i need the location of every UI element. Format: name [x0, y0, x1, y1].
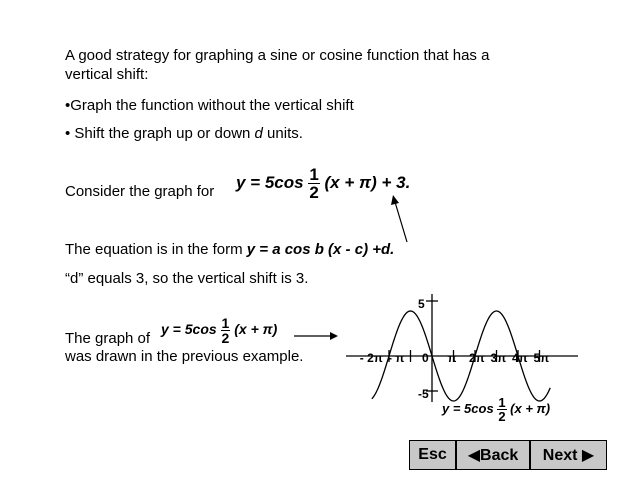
form-formula: y = a cos b (x - c) +d.: [246, 241, 395, 258]
graph-x-tick-label: 5π: [533, 351, 550, 365]
graph-x-tick-label: - π: [387, 351, 405, 365]
consider-eq-lhs: y = 5cos: [236, 172, 304, 192]
form-prefix: The equation is in the form: [65, 241, 247, 258]
bullet-shift-text: • Shift the graph up or down: [65, 125, 255, 142]
caption-fraction: $\frac{1}{2}$: [498, 395, 506, 424]
bullet-shift-variable: d: [254, 125, 263, 142]
graph-x-tick-label: π: [447, 351, 457, 365]
graph-x-tick-label: 2π: [469, 351, 485, 365]
previous-eq-rhs: (x + π): [234, 321, 278, 338]
graph-x-tick-label: 0: [422, 351, 429, 365]
consider-fraction: $\frac{1}{2}$: [309, 165, 319, 202]
arrow-to-graph: [292, 330, 342, 342]
esc-button[interactable]: Esc: [409, 440, 456, 470]
form-line: [65, 241, 394, 259]
consider-label: Consider the graph for: [65, 183, 215, 200]
previous-equation: [161, 316, 277, 345]
graph-x-tick-label: 4π: [512, 351, 528, 365]
caption-eq-lhs: y = 5cos: [442, 400, 494, 416]
next-button[interactable]: Next ▶: [530, 440, 607, 470]
graph-x-tick-label: 3π: [490, 351, 507, 365]
previous-eq-lhs: y = 5cos: [161, 321, 217, 338]
bullet-graph-without-shift: •Graph the function without the vertical shift: [65, 97, 354, 114]
previous-fraction: $\frac{1}{2}$: [221, 315, 230, 346]
previous-label: The graph of: [65, 330, 151, 347]
back-button[interactable]: ◀Back: [456, 440, 530, 470]
intro-line-2: vertical shift:: [65, 66, 149, 83]
graph-y-label-top: 5: [418, 297, 425, 311]
graph-y-label-bottom: -5: [418, 387, 429, 401]
caption-eq-rhs: (x + π): [510, 400, 551, 416]
bullet-shift-units: units.: [262, 125, 303, 142]
bullet-shift-graph: [65, 125, 303, 143]
graph-x-tick-label: - 2π: [359, 351, 383, 365]
d-note: “d” equals 3, so the vertical shift is 3.: [65, 270, 309, 287]
consider-eq-rhs: (x + π) + 3.: [324, 172, 411, 192]
graph-x-labels: [360, 351, 550, 365]
intro-line-1: A good strategy for graphing a sine or cosine function that has a: [65, 47, 490, 64]
previous-line-2: was drawn in the previous example.: [65, 348, 304, 365]
graph-caption: [442, 396, 550, 423]
